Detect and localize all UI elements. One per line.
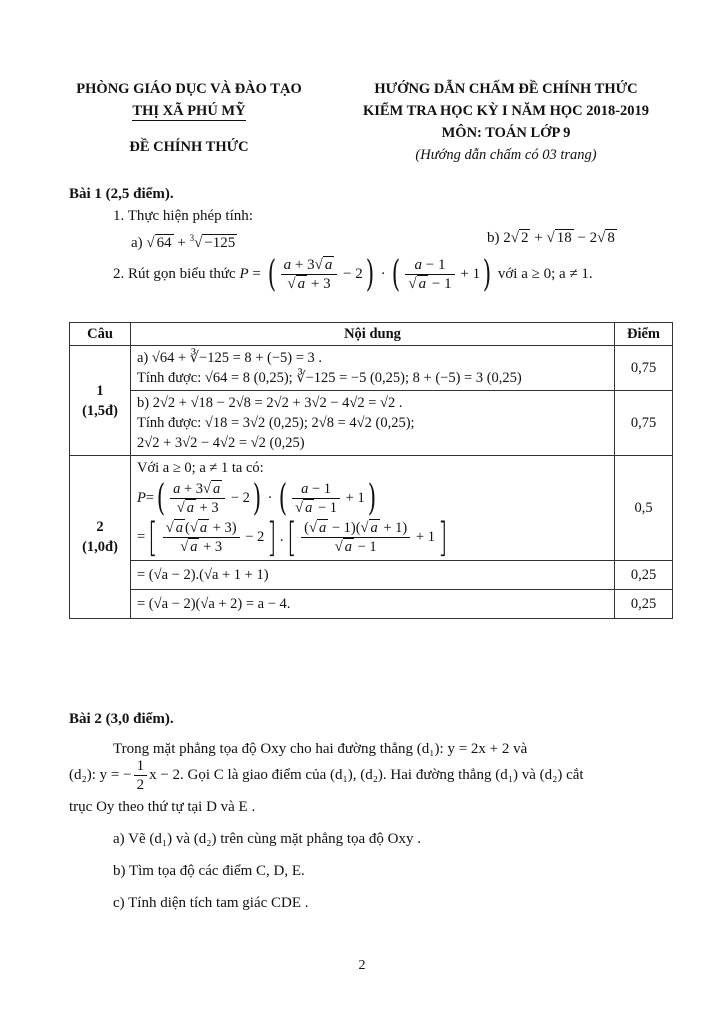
- table-row: [70, 561, 673, 590]
- header-subject: MÔN: TOÁN LỚP 9: [441, 125, 571, 141]
- problem-1-item-1a: a) √ 64 + $^3$√ −125: [131, 233, 236, 251]
- score-1a: 0,75: [615, 346, 673, 391]
- answer-2-step1: Với a ≥ 0; a ≠ 1 ta có: P=( $\frac{a + 3√ a}{√ a + 3}$ − 2) · ( $\frac{a - 1}{√ a - 1}$ + 1) =[ $\frac{√ a (√ a + 3)}{√ a + 3}$ − 2] .[ $\frac{(√ a - 1)(√ a + 1)}{√ a - 1}$ + 1]: [131, 456, 615, 561]
- header-town: THỊ XÃ PHÚ MỸ: [132, 103, 246, 119]
- problem-1-statement: [69, 183, 669, 293]
- problem-2-title: Bài 2 (3,0 điểm).: [69, 711, 174, 727]
- answer-1a: a) √64 + ∛−125 = 8 + (−5) = 3 . Tính được: √64 = 8 (0,25); ∛−125 = −5 (0,25); 8 + (−5) = 3 (0,25): [131, 346, 615, 391]
- table-row: [70, 391, 673, 456]
- header-exam-title: KIỂM TRA HỌC KỲ I NĂM HỌC 2018-2019: [362, 103, 650, 119]
- header-guide-title: HƯỚNG DẪN CHẤM ĐỀ CHÍNH THỨC: [374, 81, 638, 97]
- answer-1b: b) 2√2 + √18 − 2√8 = 2√2 + 3√2 − 4√2 = √2 . Tính được: √18 = 3√2 (0,25); 2√8 = 4√2 (0,25); 2√2 + 3√2 − 4√2 = √2 (0,25): [131, 391, 615, 456]
- table-header-row: [70, 323, 673, 346]
- score-2-step2: 0,25: [615, 561, 673, 590]
- table-row: [70, 456, 673, 561]
- header-left: [58, 78, 320, 158]
- table-row: [70, 346, 673, 391]
- problem-2-question-a: a) Vẽ (d₁) và (d₂) trên cùng mặt phẳng tọa độ Oxy .: [113, 831, 422, 847]
- problem-1-item-1b: b) 2√ 2 + √ 18 − 2√ 8: [487, 230, 615, 246]
- question-1-cell: 1 (1,5đ): [70, 346, 131, 456]
- problem-2-para-line2: (d₂): y = − $\frac{1}{2}$ x − 2. Gọi C là giao điểm của (d₁), (d₂). Hai đường thẳng (d₁) và (d₂) cắt: [69, 757, 584, 793]
- problem-2-para-line3: trục Oy theo thứ tự tại D và E .: [69, 799, 256, 815]
- answer-2-step3: = (√a − 2)(√a + 2) = a − 4.: [131, 590, 615, 619]
- problem-1-item-1: 1. Thực hiện phép tính:: [113, 208, 253, 224]
- problem-1-title: Bài 1 (2,5 điểm).: [69, 186, 174, 202]
- problem-2-statement: [69, 708, 677, 914]
- problem-2-para-line1: Trong mặt phẳng tọa độ Oxy cho hai đường thẳng (d₁): y = 2x + 2 và: [113, 741, 528, 757]
- grading-table: [69, 322, 673, 619]
- score-1b: 0,75: [615, 391, 673, 456]
- problem-1-item-2: 2. Rút gọn biểu thức P = ( $\frac{a + 3√ a}{√ a + 3}$ − 2) · ( $\frac{a - 1}{√ a - 1}$ + 1) với a ≥ 0; a ≠ 1.: [113, 253, 593, 295]
- header-noi-dung: Nội dung: [131, 323, 615, 346]
- header-right: [338, 78, 674, 166]
- question-2-cell: 2 (1,0đ): [70, 456, 131, 619]
- answer-2-step2: = (√a − 2).(√a + 1 + 1): [131, 561, 615, 590]
- formula-p: P=( $\frac{a + 3√ a}{√ a + 3}$ − 2) · ( $\frac{a - 1}{√ a - 1}$ + 1): [137, 477, 376, 519]
- score-2-step3: 0,25: [615, 590, 673, 619]
- header-page-note: (Hướng dẫn chấm có 03 trang): [415, 147, 597, 163]
- header-cau: Câu: [70, 323, 131, 346]
- score-2-step1: 0,5: [615, 456, 673, 561]
- page-number: 2: [358, 958, 366, 973]
- header-department: PHÒNG GIÁO DỤC VÀ ĐÀO TẠO: [76, 81, 302, 97]
- header-diem: Điểm: [615, 323, 673, 346]
- table-row: [70, 590, 673, 619]
- problem-2-question-b: b) Tìm tọa độ các điểm C, D, E.: [113, 863, 305, 879]
- problem-2-question-c: c) Tính diện tích tam giác CDE .: [113, 895, 309, 911]
- header-official-label: ĐỀ CHÍNH THỨC: [129, 139, 249, 155]
- formula-expanded: =[ $\frac{√ a (√ a + 3)}{√ a + 3}$ − 2] .[ $\frac{(√ a - 1)(√ a + 1)}{√ a - 1}$ + 1]: [137, 514, 448, 561]
